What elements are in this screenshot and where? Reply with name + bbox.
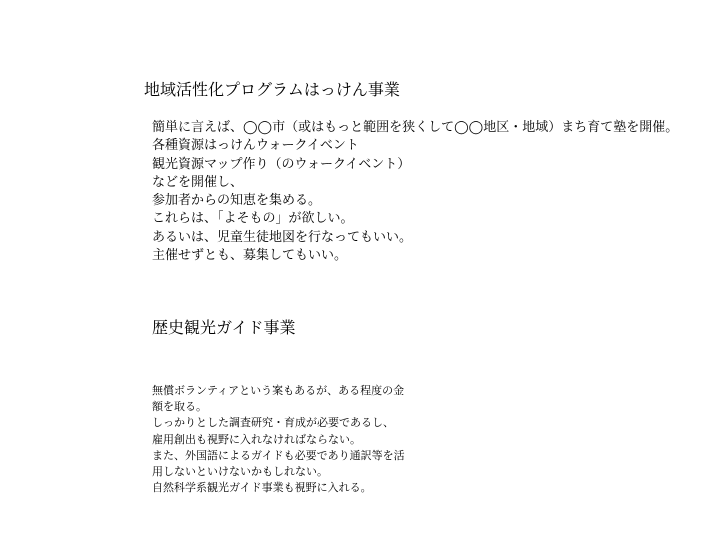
body-line: 各種資源はっけんウォークイベント	[152, 138, 359, 154]
body-line: 参加者からの知恵を集める。	[152, 193, 322, 209]
body-line: 主催せずとも、募集してもいい。	[152, 248, 348, 264]
body-line: あるいは、児童生徒地図を行なってもいい。	[152, 229, 413, 245]
body-line: 簡単に言えば、◯◯市（或はもっと範囲を狭くして◯◯地区・地域）まち育て塾を開催。	[152, 120, 679, 135]
body-line: これらは、「よそもの」が欲しい。	[152, 211, 354, 227]
body-line: 自然科学系観光ガイド事業も視野に入れる。	[152, 481, 372, 495]
community-revitalization-body	[152, 119, 678, 265]
body-line: また、外国語によるガイドも必要であり通訳等を活	[152, 448, 405, 462]
section-title-history-tourism-guide: 歴史観光ガイド事業	[152, 318, 296, 337]
body-line: 観光資源マップ作り（のウォークイベント）	[152, 156, 411, 172]
body-line: 雇用創出も視野に入れなければならない。	[152, 432, 361, 446]
body-line: 用しないといけないかもしれない。	[152, 465, 328, 479]
body-line: 無償ボランティアという案もあるが、ある程度の金	[152, 384, 405, 397]
section-title-community-revitalization: 地域活性化プログラムはっけん事業	[144, 80, 400, 99]
body-line: 額を取る。	[152, 400, 207, 414]
history-tourism-guide-body	[152, 383, 405, 496]
body-line: しっかりとした調査研究・育成が必要であるし、	[152, 416, 394, 430]
body-line: などを開催し、	[152, 174, 244, 190]
